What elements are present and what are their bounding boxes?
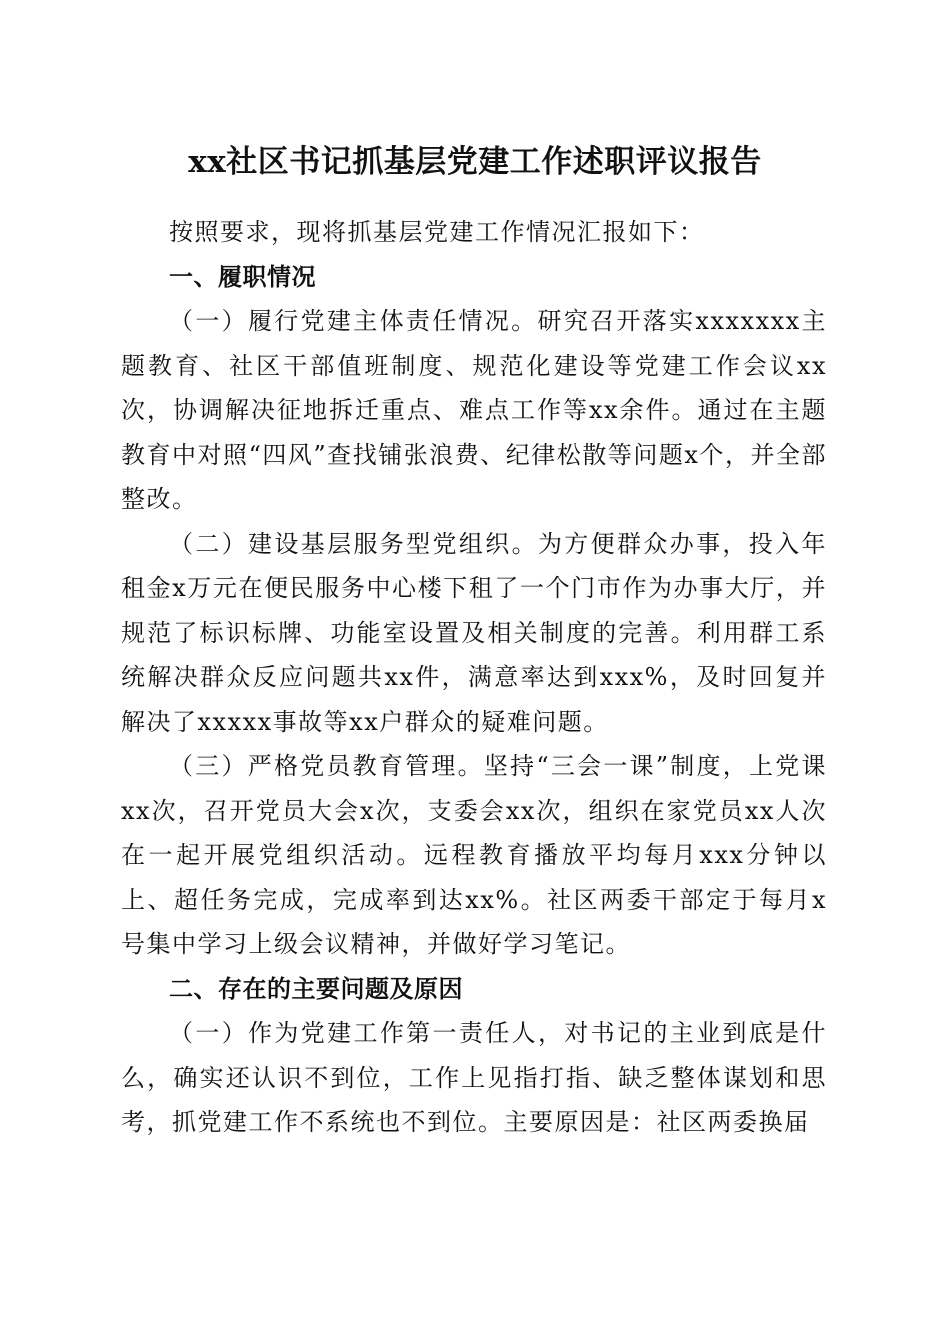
section-heading-performance: 一、履职情况 [169,262,316,291]
document-body [121,210,827,1145]
paragraph-service-organization: （二）建设基层服务型党组织。为方便群众办事，投入年租金x万元在便民服务中心楼下租了一个门市作为办事大厅，并规范了标识标牌、功能室设置及相关制度的完善。利用群工系统解决群众反应问题共xx件，满意率达到xxx%，及时回复并解决了xxxxx事故等xx户群众的疑难问题。 [121,529,827,736]
paragraph-party-responsibility: （一）履行党建主体责任情况。研究召开落实xxxxxxx主题教育、社区干部值班制度、规范化建设等党建工作会议xx次，协调解决征地拆迁重点、难点工作等xx余件。通过在主题教育中对照“四风”查找铺张浪费、纪律松散等问题x个，并全部整改。 [121,307,827,513]
intro-paragraph: 按照要求，现将抓基层党建工作情况汇报如下： [169,218,705,246]
paragraph-member-education: （三）严格党员教育管理。坚持“三会一课”制度，上党课xx次，召开党员大会x次，支委会xx次，组织在家党员xx人次在一起开展党组织活动。远程教育播放平均每月xxx分钟以上、超任务完成，完成率到达xx%。社区两委干部定于每月x号集中学习上级会议精神，并做好学习笔记。 [121,752,827,958]
section-heading-problems: 二、存在的主要问题及原因 [169,974,463,1003]
paragraph-problem-awareness: （一）作为党建工作第一责任人，对书记的主业到底是什么，确实还认识不到位，工作上见指打指、缺乏整体谋划和思考，抓党建工作不系统也不到位。主要原因是：社区两委换届 [121,1019,827,1136]
document-title: xx社区书记抓基层党建工作述职评议报告 [188,144,762,180]
